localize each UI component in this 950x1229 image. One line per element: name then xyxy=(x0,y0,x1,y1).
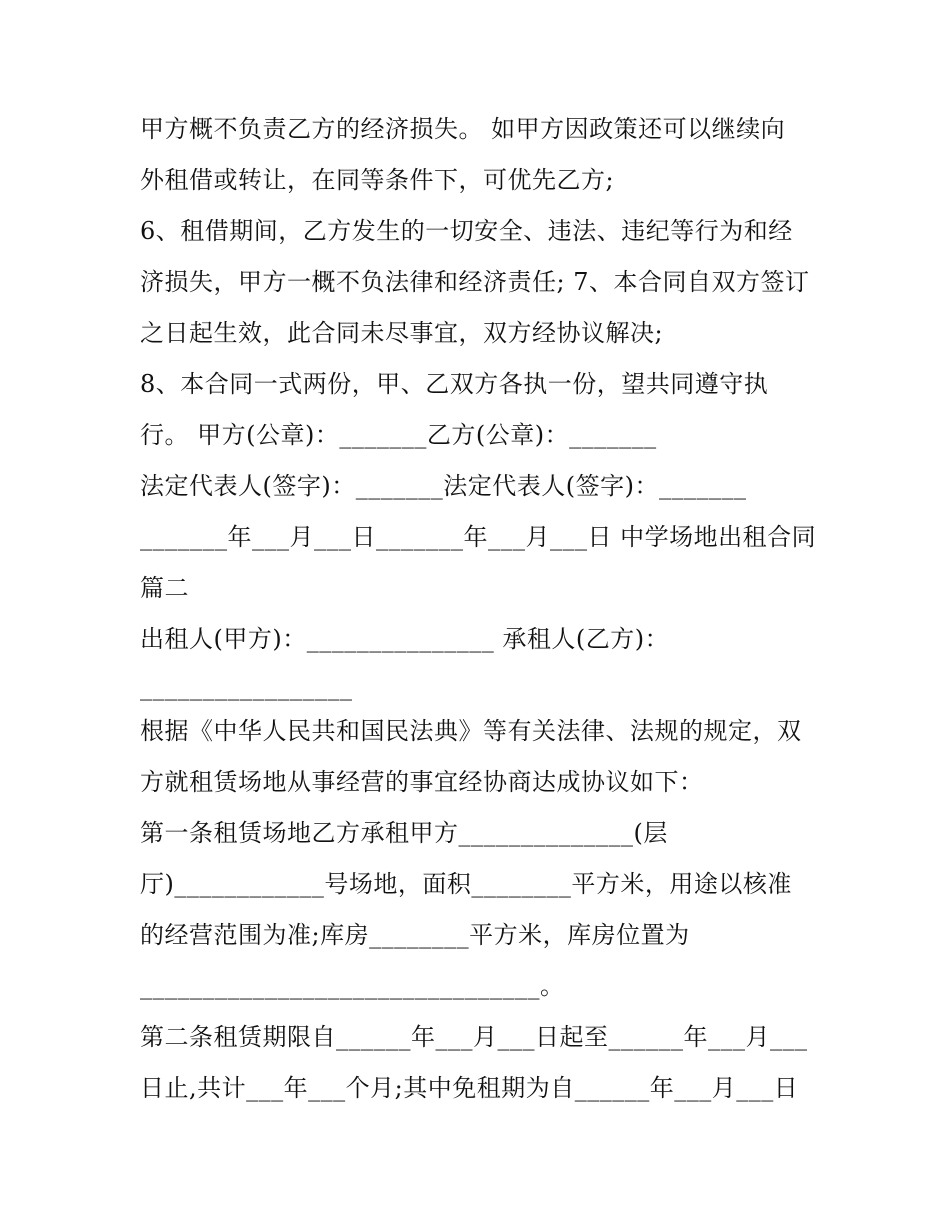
text-line-16: 厅)____________号场地，面积________平方米，用途以核准 xyxy=(140,870,792,898)
text-line-17: 的经营范围为准;库房________平方米，库房位置为 xyxy=(140,921,690,949)
text-line-12: _________________ xyxy=(140,673,353,701)
text-line-7: 行。 甲方(公章)：_______乙方(公章)：_______ xyxy=(140,421,657,449)
text-line-14: 方就租赁场地从事经营的事宜经协商达成协议如下： xyxy=(140,768,704,796)
text-line-4: 济损失，甲方一概不负法律和经济责任; 7、本合同自双方签订 xyxy=(140,268,810,296)
text-line-11: 出租人(甲方)：_______________ 承租人(乙方)： xyxy=(140,625,670,653)
text-line-10: 篇二 xyxy=(140,574,189,602)
text-line-20: 日止,共计___年___个月;其中免租期为自______年___月___日 xyxy=(140,1074,799,1102)
text-line-18: ________________________________。 xyxy=(140,972,565,1000)
text-line-19: 第二条租赁期限自______年___月___日起至______年___月___ xyxy=(140,1023,808,1051)
text-line-5: 之日起生效，此合同未尽事宜，双方经协议解决; xyxy=(140,319,664,347)
text-line-13: 根据《中华人民共和国民法典》等有关法律、法规的规定，双 xyxy=(140,717,802,745)
text-line-6: 8、本合同一式两份，甲、乙双方各执一份，望共同遵守执 xyxy=(140,370,769,398)
text-line-9: _______年___月___日_______年___月___日 中学场地出租合同 xyxy=(140,523,817,551)
text-line-8: 法定代表人(签字)：_______法定代表人(签字)：_______ xyxy=(140,472,747,500)
text-line-1: 甲方概不负责乙方的经济损失。 如甲方因政策还可以继续向 xyxy=(140,115,786,143)
text-line-2: 外租借或转让，在同等条件下，可优先乙方; xyxy=(140,166,615,194)
text-line-15: 第一条租赁场地乙方承租甲方______________(层 xyxy=(140,819,668,847)
text-line-3: 6、租借期间，乙方发生的一切安全、违法、违纪等行为和经 xyxy=(140,217,793,245)
